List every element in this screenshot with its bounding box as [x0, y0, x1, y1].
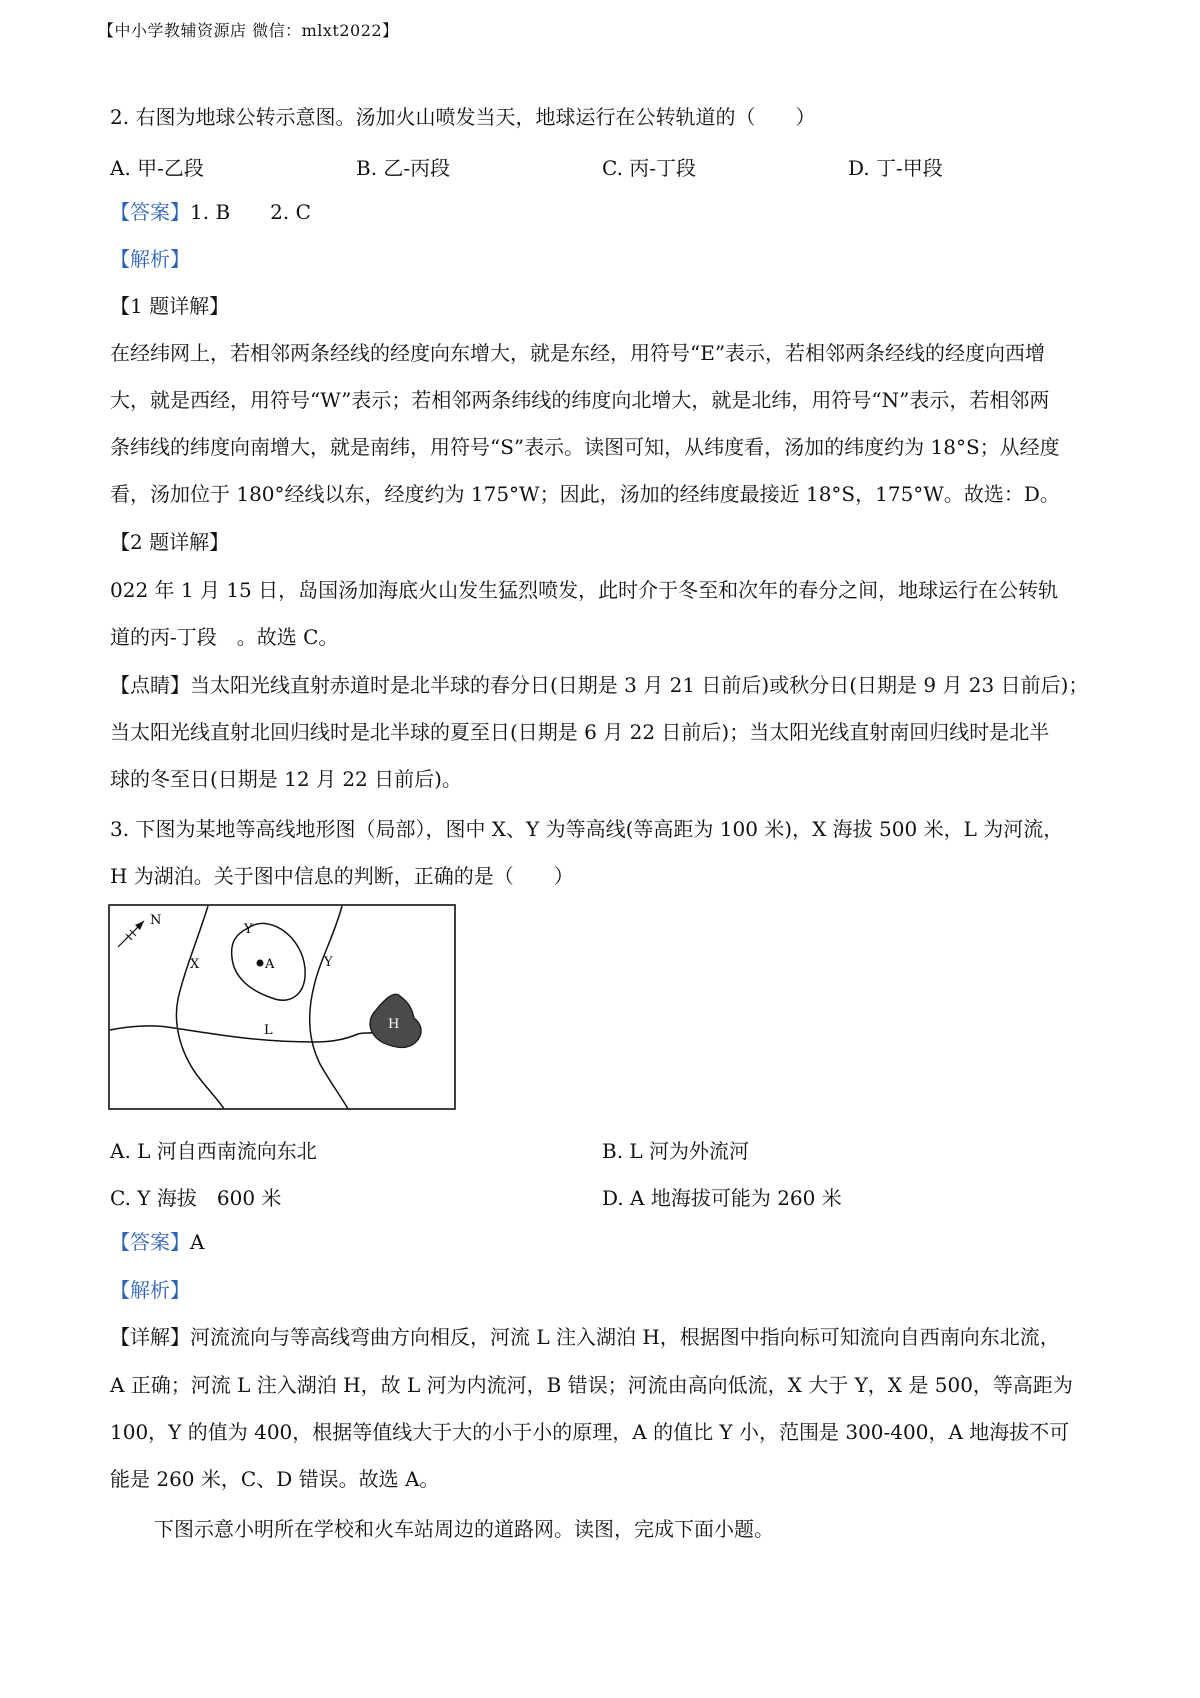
dianjing-line: 【点睛】当太阳光线直射赤道时是北半球的春分日(日期是 3 月 21 日前后)或秋分日(日期是 9 月 23 日前后)；	[110, 673, 1089, 697]
contour-y-closed-label: Y	[244, 922, 253, 937]
north-label: N	[150, 913, 162, 928]
detail-1-line: 条纬线的纬度向南增大，就是南纬，用符号“S”表示。读图可知，从纬度看，汤加的纬度约为 18°S；从经度	[110, 435, 1060, 459]
answer-text: A	[190, 1230, 205, 1254]
contour-map-figure	[108, 904, 456, 1110]
dianjing-line: 球的冬至日(日期是 12 月 22 日前后)。	[110, 767, 462, 791]
answer-text: 1. B 2. C	[190, 200, 311, 224]
detail-3-line: 【详解】河流流向与等高线弯曲方向相反，河流 L 注入湖泊 H，根据图中指向标可知流向自西南向东北流，	[110, 1325, 1060, 1349]
detail-3-line: 能是 260 米，C、D 错误。故选 A。	[110, 1467, 440, 1491]
detail-1-title: 【1 题详解】	[110, 294, 230, 318]
q3-option-a: A. L 河自西南流向东北	[110, 1139, 317, 1163]
q2-option-c: C. 丙-丁段	[602, 156, 697, 180]
answer-tag: 【答案】	[110, 200, 190, 224]
answer-tag: 【答案】	[110, 1230, 190, 1254]
q3-option-b: B. L 河为外流河	[602, 1139, 750, 1163]
answer-line-2	[110, 1229, 204, 1255]
answer-line-1	[110, 199, 311, 225]
analysis-line-1	[110, 246, 190, 272]
lake-h-label: H	[388, 1017, 400, 1032]
river-l-label: L	[264, 1023, 273, 1038]
contour-y-label: Y	[324, 955, 333, 970]
q2-option-d: D. 丁-甲段	[848, 156, 943, 180]
analysis-tag: 【解析】	[110, 247, 190, 271]
next-question-intro: 下图示意小明所在学校和火车站周边的道路网。读图，完成下面小题。	[154, 1517, 774, 1541]
q3-option-d: D. A 地海拔可能为 260 米	[602, 1186, 842, 1210]
analysis-tag: 【解析】	[110, 1278, 190, 1302]
dianjing-line: 当太阳光线直射北回归线时是北半球的夏至日(日期是 6 月 22 日前后)；当太阳光线直射南回归线时是北半	[110, 720, 1050, 744]
detail-2-line: 道的丙-丁段 。故选 C。	[110, 625, 339, 649]
detail-2-line: 022 年 1 月 15 日，岛国汤加海底火山发生猛烈喷发，此时介于冬至和次年的春分之间，地球运行在公转轨	[110, 578, 1059, 602]
question-3-stem: 3. 下图为某地等高线地形图（局部），图中 X、Y 为等高线(等高距为 100 米)，X 海拔 500 米，L 为河流，	[110, 817, 1064, 841]
detail-1-line: 看，汤加位于 180°经线以东，经度约为 175°W；因此，汤加的经纬度最接近 18°S，175°W。故选：D。	[110, 482, 1060, 506]
detail-3-line: A 正确；河流 L 注入湖泊 H，故 L 河为内流河，B 错误；河流由高向低流，X 大于 Y，X 是 500，等高距为	[110, 1373, 1073, 1397]
point-a-label: A	[265, 957, 275, 972]
q3-option-c: C. Y 海拔 600 米	[110, 1186, 282, 1210]
detail-3-line: 100，Y 的值为 400，根据等值线大于大的小于小的原理，A 的值比 Y 小，范围是 300-400，A 地海拔不可	[110, 1420, 1070, 1444]
question-3-stem: H 为湖泊。关于图中信息的判断，正确的是（ ）	[110, 864, 574, 888]
detail-1-line: 大，就是西经，用符号“W”表示；若相邻两条纬线的纬度向北增大，就是北纬，用符号“N”表示，若相邻两	[110, 388, 1050, 412]
detail-2-title: 【2 题详解】	[110, 530, 230, 554]
q2-option-a: A. 甲-乙段	[110, 156, 204, 180]
analysis-line-2	[110, 1277, 190, 1303]
point-a-marker	[257, 960, 264, 967]
contour-x-label: X	[190, 957, 200, 972]
detail-1-line: 在经纬网上，若相邻两条经线的经度向东增大，就是东经，用符号“E”表示，若相邻两条经线的经度向西增	[110, 341, 1046, 365]
page-header: 【中小学教辅资源店 微信：mlxt2022】	[98, 21, 399, 40]
question-2-stem: 2. 右图为地球公转示意图。汤加火山喷发当天，地球运行在公转轨道的（ ）	[110, 105, 816, 129]
contour-map	[108, 904, 456, 1110]
q2-option-b: B. 乙-丙段	[356, 156, 451, 180]
